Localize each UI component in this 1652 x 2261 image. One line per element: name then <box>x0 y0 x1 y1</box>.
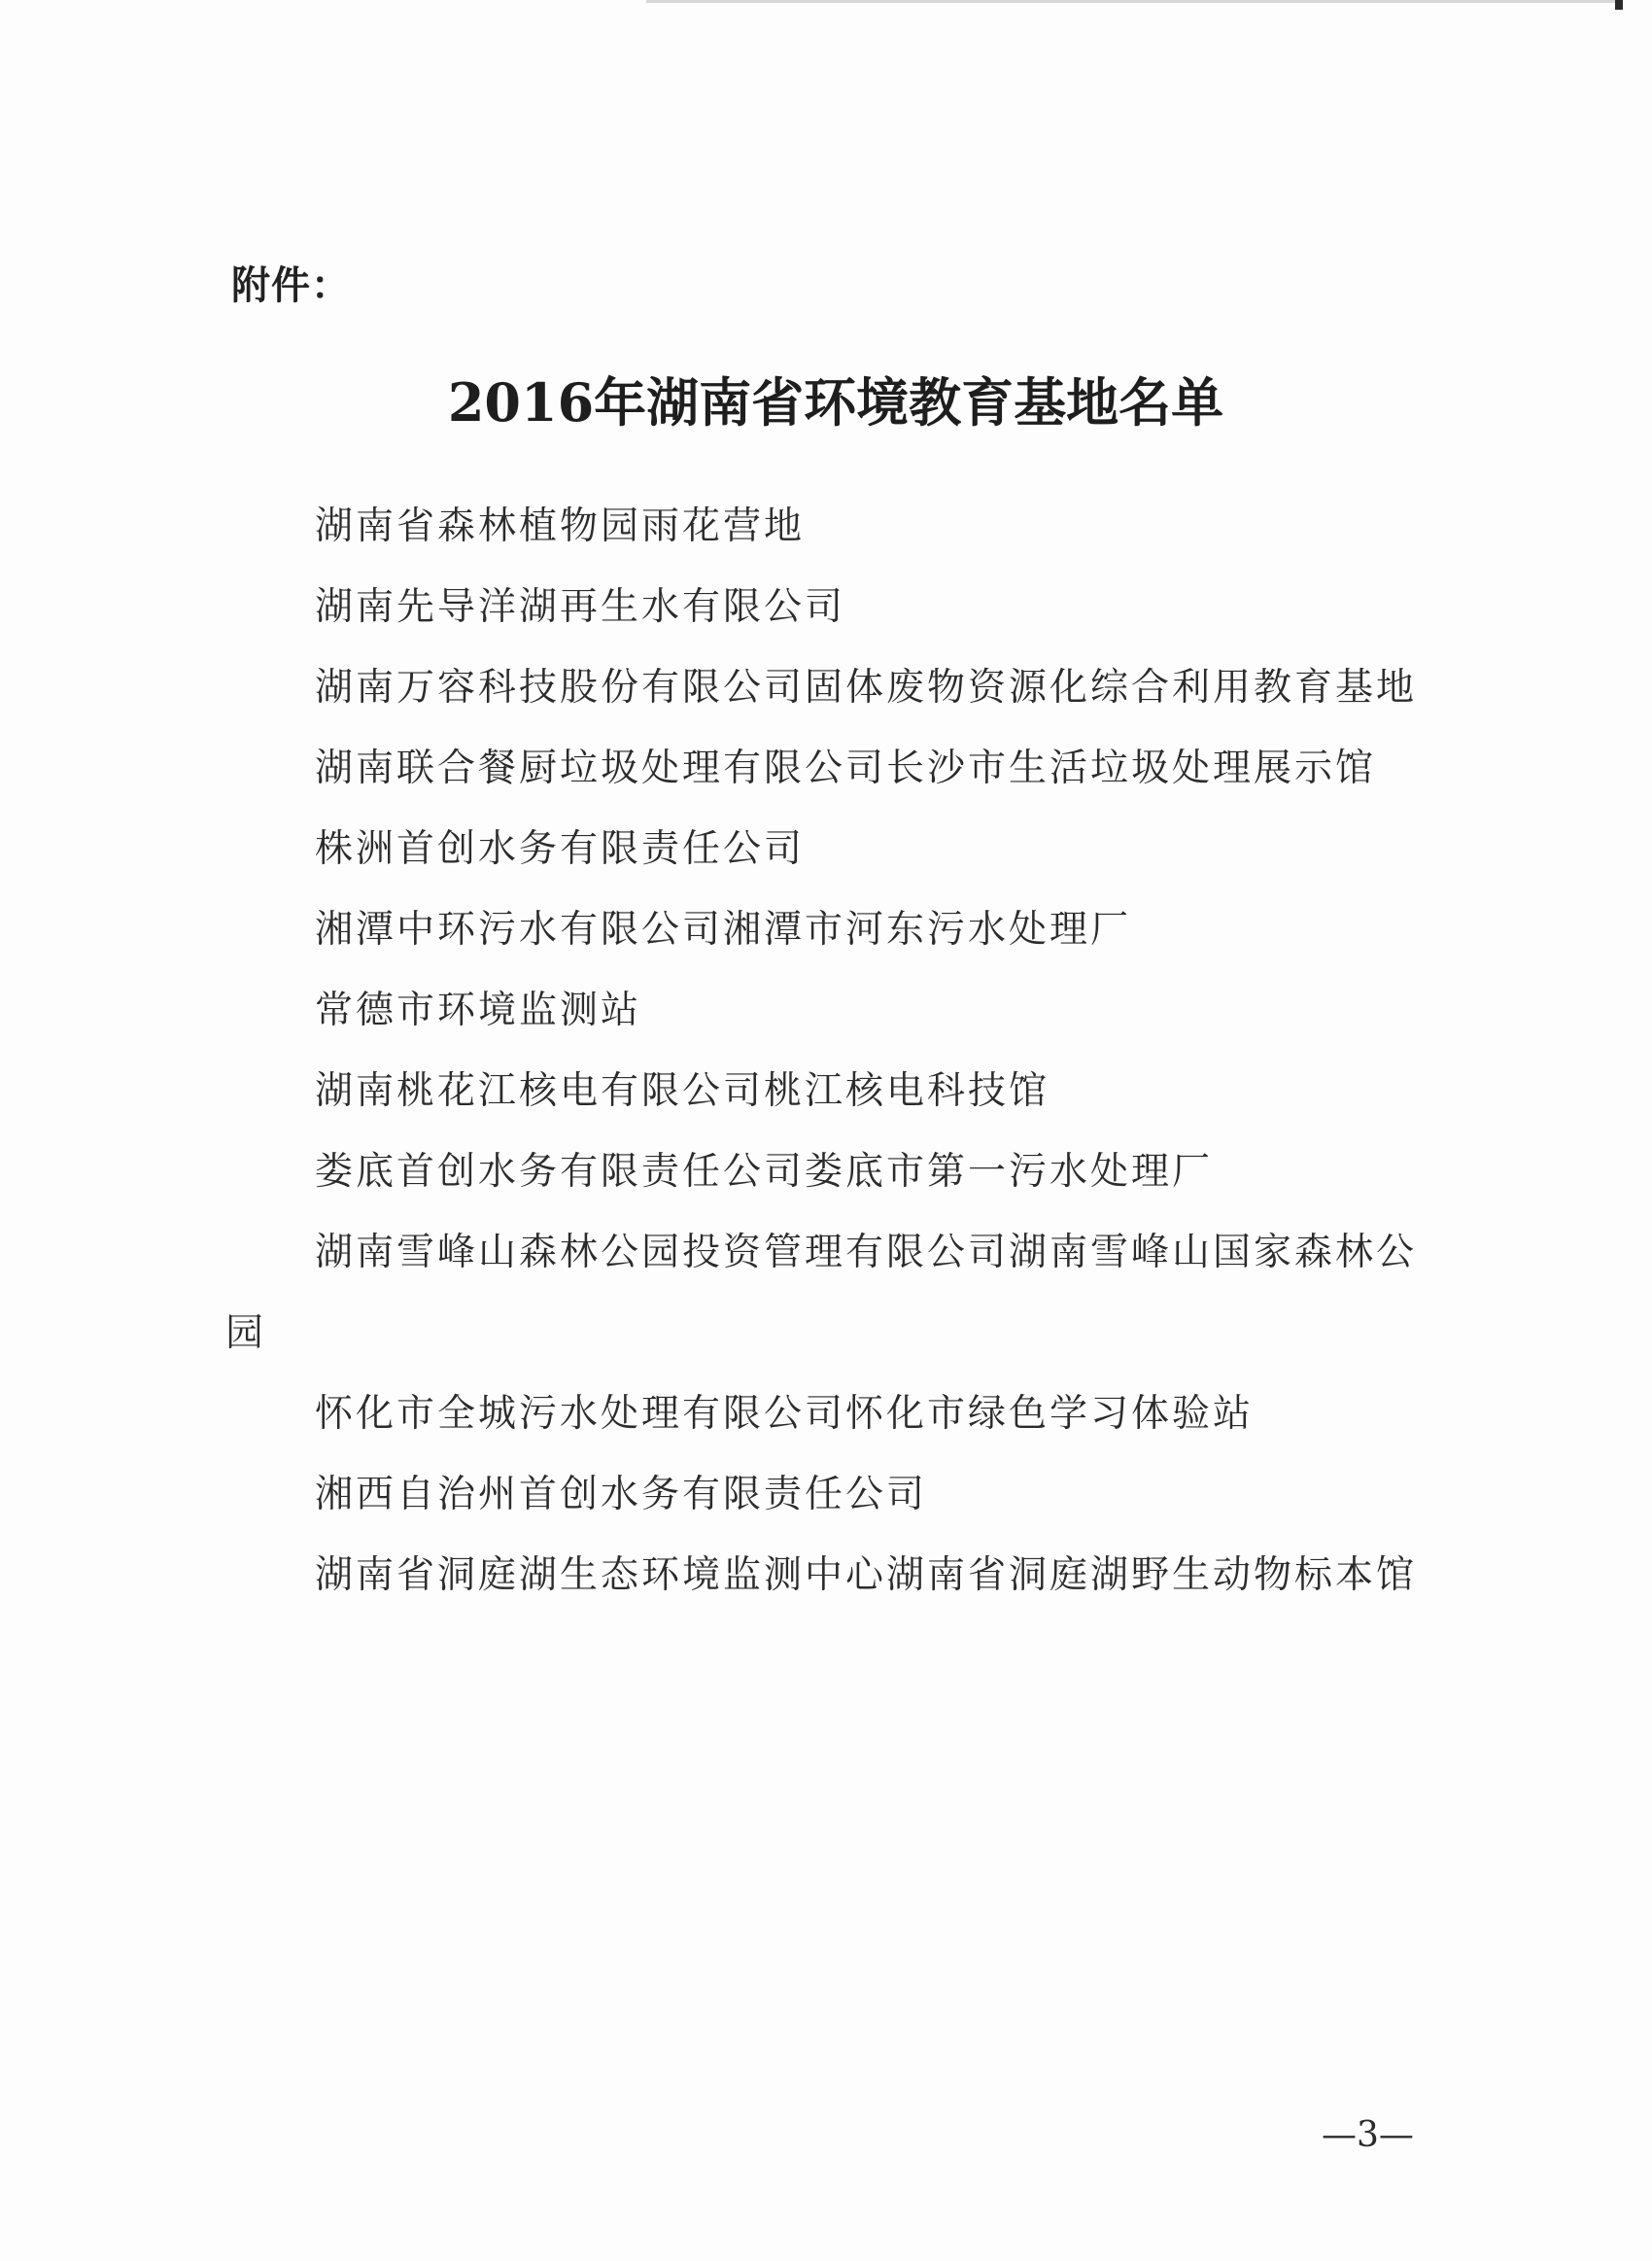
scan-corner-mark <box>1615 0 1623 10</box>
list-item: 湘潭中环污水有限公司湘潭市河东污水处理厂 <box>315 908 1132 952</box>
list-item: 湖南省森林植物园雨花营地 <box>315 504 806 548</box>
scan-edge-line <box>646 0 1618 3</box>
base-list <box>225 486 1430 1616</box>
list-item: 株洲首创水务有限责任公司 <box>315 827 806 871</box>
list-item: 湘西自治州首创水务有限责任公司 <box>315 1473 928 1516</box>
attachment-label: 附件： <box>231 263 351 308</box>
list-item: 娄底首创水务有限责任公司娄底市第一污水处理厂 <box>315 1150 1214 1194</box>
list-item: 湖南桃花江核电有限公司桃江核电科技馆 <box>315 1069 1050 1113</box>
list-item: 湖南联合餐厨垃圾处理有限公司长沙市生活垃圾处理展示馆 <box>315 747 1377 790</box>
document-title: 2016年湖南省环境教育基地名单 <box>447 371 1224 434</box>
list-item: 常德市环境监测站 <box>315 989 642 1032</box>
list-item: 怀化市全城污水处理有限公司怀化市绿色学习体验站 <box>315 1392 1255 1436</box>
list-item: 湖南省洞庭湖生态环境监测中心湖南省洞庭湖野生动物标本馆 <box>315 1553 1418 1597</box>
list-item: 湖南万容科技股份有限公司固体废物资源化综合利用教育基地 <box>315 666 1418 710</box>
list-item: 湖南先导洋湖再生水有限公司 <box>315 585 846 629</box>
list-item: 湖南雪峰山森林公园投资管理有限公司湖南雪峰山国家森林公园 <box>225 1231 1418 1355</box>
page-number: —3— <box>1322 2115 1414 2155</box>
